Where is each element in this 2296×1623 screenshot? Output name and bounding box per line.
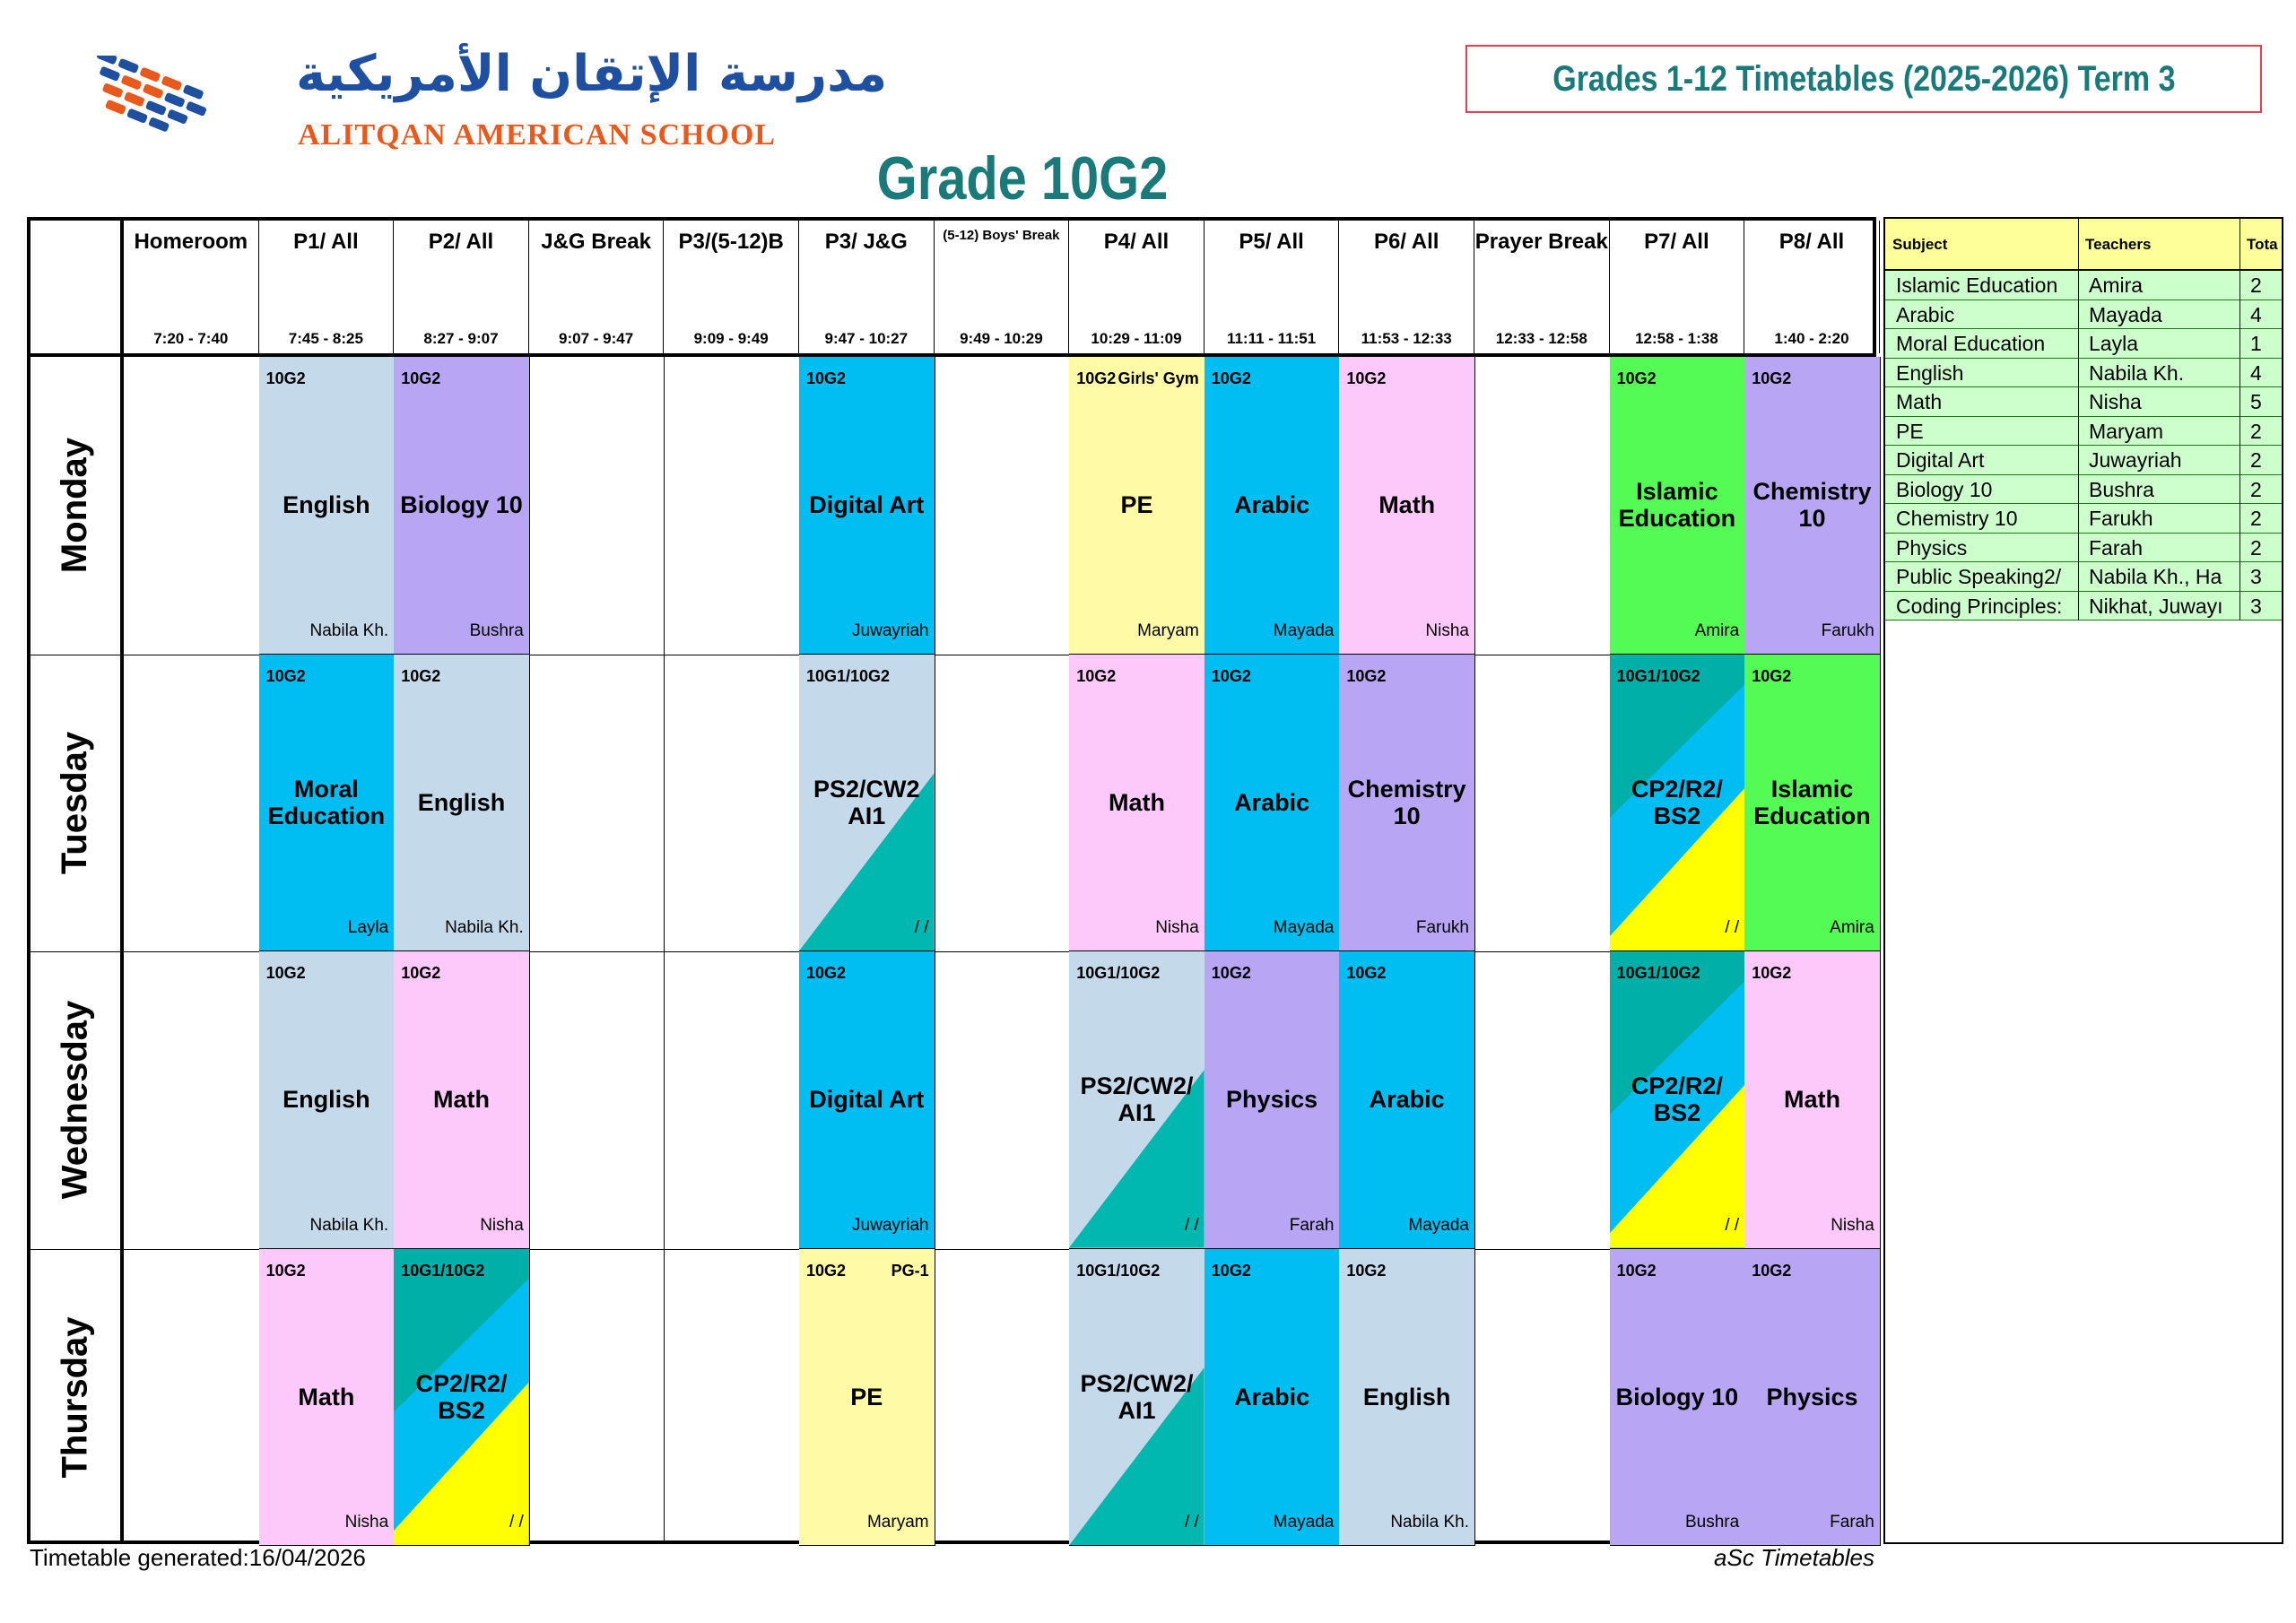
period-name: P3/ J&G [824, 230, 908, 254]
lesson-card[interactable] [1339, 951, 1475, 1249]
lesson-subject: PS2/CW2/ AI1 [1080, 1072, 1194, 1127]
lesson-card[interactable] [1744, 951, 1881, 1249]
teacher-cell: Amira [2089, 273, 2144, 297]
period-name: Homeroom [134, 230, 248, 254]
subject-cell: Public Speaking2/ [1896, 565, 2062, 588]
lesson-class: 10G2 [1752, 964, 1792, 982]
lesson-card[interactable] [1069, 357, 1205, 655]
teacher-cell: Nisha [2089, 390, 2142, 413]
lesson-teacher: Maryam [866, 1513, 929, 1532]
lesson-class: 10G1/10G2 [401, 1261, 485, 1280]
period-time: 8:27 - 9:07 [423, 330, 499, 347]
lesson-teacher: Mayada [1273, 1513, 1335, 1532]
lesson-class: 10G2 [1752, 666, 1792, 685]
period-header [1610, 221, 1745, 353]
teacher-cell: Layla [2089, 332, 2138, 355]
lesson-teacher: Nisha [480, 1215, 524, 1235]
period-time: 1:40 - 2:20 [1774, 330, 1849, 347]
total-cell: 4 [2250, 302, 2262, 326]
lesson-teacher: / / [1725, 1215, 1740, 1235]
total-cell: 2 [2250, 507, 2262, 530]
lesson-subject: Arabic [1234, 491, 1310, 519]
lesson-subject: English [1362, 1383, 1451, 1410]
teacher-cell: Nabila Kh., Ha [2089, 565, 2222, 588]
teacher-cell: Juwayriah [2089, 448, 2182, 472]
lesson-teacher: / / [1184, 1513, 1199, 1532]
subject-table-header [1885, 219, 2282, 271]
period-time: 9:09 - 9:49 [693, 330, 769, 347]
lesson-card[interactable] [259, 1249, 396, 1547]
lesson-class: 10G2 [265, 964, 306, 982]
period-name: P4/ All [1103, 230, 1170, 254]
lesson-card[interactable] [394, 655, 530, 952]
period-name: P1/ All [293, 230, 359, 254]
lesson-card[interactable] [1205, 951, 1341, 1249]
lesson-card[interactable] [1339, 1249, 1475, 1547]
lesson-card[interactable] [259, 357, 396, 655]
subject-table-row [1885, 417, 2282, 447]
period-time: 9:07 - 9:47 [559, 330, 634, 347]
lesson-subject: Biology 10 [400, 491, 523, 519]
teacher-cell: Mayada [2089, 302, 2162, 326]
subject-cell: Moral Education [1896, 332, 2046, 355]
subject-cell: Arabic [1896, 302, 1955, 326]
lesson-subject: PE [850, 1383, 883, 1410]
lesson-card[interactable] [799, 951, 935, 1249]
lesson-card[interactable] [1610, 655, 1746, 952]
period-header [259, 221, 395, 353]
lesson-subject: English [283, 491, 370, 519]
lesson-subject: English [283, 1086, 370, 1114]
subject-cell: Digital Art [1896, 448, 1985, 472]
lesson-subject: Math [298, 1383, 355, 1410]
lesson-teacher: Layla [347, 918, 389, 937]
subject-table-row [1885, 271, 2282, 300]
day-name: Monday [55, 438, 95, 574]
timetable-title: Grades 1-12 Timetables (2025-2026) Term 3 [1552, 58, 2176, 99]
period-time: 9:47 - 10:27 [824, 330, 909, 347]
total-cell: 2 [2250, 535, 2262, 560]
lesson-subject: Math [1378, 491, 1436, 519]
lesson-subject: English [417, 788, 506, 816]
lesson-card[interactable] [1205, 1249, 1341, 1547]
school-logo [63, 56, 242, 163]
subject-table-divider [2078, 219, 2079, 621]
lesson-card[interactable] [1069, 1249, 1205, 1547]
subject-cell: Coding Principles: [1896, 594, 2063, 618]
lesson-class: 10G2 [1211, 369, 1251, 387]
total-cell: 2 [2250, 419, 2262, 443]
lesson-subject: Math [1108, 788, 1165, 816]
period-time: 11:53 - 12:33 [1361, 330, 1452, 347]
lesson-class: 10G1/10G2 [1616, 964, 1700, 982]
lesson-teacher: Nabila Kh. [309, 1215, 389, 1235]
lesson-teacher: Nisha [1425, 621, 1469, 640]
lesson-subject: Biology 10 [1615, 1383, 1739, 1410]
lesson-room: PG-1 [891, 1261, 929, 1280]
subject-table-row [1885, 329, 2282, 359]
lesson-teacher: Juwayriah [852, 1215, 929, 1235]
software-credit: aSc Timetables [1714, 1544, 1874, 1571]
lesson-subject: Islamic Education [1618, 478, 1736, 533]
lesson-card[interactable] [799, 1249, 935, 1547]
subject-cell: Islamic Education [1896, 273, 2058, 297]
day-label-thursday [30, 1249, 120, 1547]
lesson-class: 10G2 [401, 964, 441, 982]
lesson-class: 10G2 [265, 666, 306, 685]
lesson-card[interactable] [1069, 655, 1205, 952]
period-time: 7:20 - 7:40 [153, 330, 229, 347]
period-time: 12:58 - 1:38 [1635, 330, 1718, 347]
total-cell: 1 [2250, 332, 2262, 355]
lesson-teacher: Nabila Kh. [1390, 1513, 1469, 1532]
lesson-teacher: Bushra [469, 621, 524, 640]
lesson-subject: Math [432, 1086, 490, 1114]
lesson-subject: CP2/R2/ BS2 [415, 1369, 508, 1424]
lesson-subject: Islamic Education [1753, 775, 1871, 829]
day-name: Thursday [55, 1316, 95, 1479]
total-column-header: Tota [2247, 236, 2278, 253]
lesson-teacher: Nabila Kh. [445, 918, 524, 937]
subject-cell: PE [1896, 419, 1924, 443]
day-label-wednesday [30, 951, 120, 1249]
lesson-subject: CP2/R2/ BS2 [1631, 1072, 1723, 1127]
period-header [935, 221, 1070, 353]
lesson-subject: Moral Education [267, 775, 386, 829]
subject-cell: English [1896, 360, 1964, 385]
lesson-card[interactable] [394, 357, 530, 655]
lesson-teacher: Mayada [1273, 918, 1335, 937]
period-header [394, 221, 529, 353]
lesson-class: 10G2 [806, 369, 847, 387]
lesson-teacher: Mayada [1273, 621, 1335, 640]
period-name: P3/(5-12)B [678, 230, 784, 254]
lesson-card[interactable] [1339, 357, 1475, 655]
lesson-class: 10G2 [1346, 1261, 1387, 1280]
lesson-teacher: / / [914, 918, 929, 937]
lesson-class: 10G2 [1346, 666, 1387, 685]
lesson-card[interactable] [1610, 357, 1746, 655]
period-header [1205, 221, 1340, 353]
total-cell: 2 [2250, 273, 2262, 297]
subject-cell: Physics [1896, 535, 1968, 560]
day-name: Tuesday [55, 731, 95, 874]
timetable-title-box [1465, 45, 2262, 113]
lesson-class: 10G2 [401, 666, 441, 685]
lesson-teacher: Farukh [1821, 621, 1874, 640]
teacher-cell: Maryam [2089, 419, 2164, 443]
period-time: 11:11 - 11:51 [1226, 330, 1317, 347]
column-divider [664, 353, 665, 1541]
lesson-class: 10G2 [1346, 964, 1387, 982]
period-name: J&G Break [541, 230, 651, 254]
total-cell: 3 [2250, 594, 2262, 618]
period-time: 7:45 - 8:25 [288, 330, 363, 347]
period-header [124, 221, 259, 353]
total-cell: 4 [2250, 360, 2262, 385]
lesson-subject: Physics [1766, 1383, 1858, 1410]
lesson-teacher: / / [509, 1513, 524, 1532]
lesson-teacher: Amira [1694, 621, 1740, 640]
lesson-class: 10G2 [1076, 369, 1117, 387]
period-name: P5/ All [1239, 230, 1304, 254]
lesson-class: 10G2 [1616, 1261, 1657, 1280]
lesson-class: 10G1/10G2 [806, 666, 891, 685]
teacher-cell: Nikhat, Juwayı [2089, 594, 2223, 618]
lesson-subject: PS2/CW2 AI1 [813, 775, 920, 829]
lesson-subject: Arabic [1234, 788, 1310, 816]
subject-table-row [1885, 592, 2282, 621]
lesson-card[interactable] [1610, 1249, 1746, 1547]
total-cell: 2 [2250, 477, 2262, 501]
lesson-card[interactable] [1339, 655, 1475, 952]
lesson-teacher: Juwayriah [852, 621, 929, 640]
period-header [1339, 221, 1474, 353]
lesson-class: 10G1/10G2 [1076, 964, 1161, 982]
lesson-class: 10G2 [1076, 666, 1117, 685]
lesson-subject: Chemistry 10 [1347, 775, 1466, 829]
subject-table-row [1885, 475, 2282, 505]
lesson-teacher: Farah [1289, 1215, 1335, 1235]
period-name: P2/ All [428, 230, 494, 254]
lesson-class: 10G1/10G2 [1076, 1261, 1161, 1280]
period-header [1069, 221, 1205, 353]
lesson-subject: Arabic [1234, 1383, 1310, 1410]
lesson-teacher: Nisha [344, 1513, 389, 1532]
lesson-class: 10G2 [265, 369, 306, 387]
lesson-class: 10G2 [1752, 369, 1792, 387]
subject-table-row [1885, 504, 2282, 534]
day-column-divider [120, 221, 124, 1541]
lesson-class: 10G2 [401, 369, 441, 387]
period-header [664, 221, 799, 353]
lesson-subject: PE [1120, 491, 1153, 519]
total-cell: 2 [2250, 448, 2262, 472]
day-label-monday [30, 357, 120, 655]
subject-cell: Biology 10 [1896, 477, 1993, 501]
lesson-subject: Digital Art [809, 491, 925, 519]
lesson-class: 10G2 [1616, 369, 1657, 387]
lesson-card[interactable] [259, 951, 396, 1249]
period-header [529, 221, 665, 353]
teacher-cell: Bushra [2089, 477, 2154, 501]
lesson-class: 10G2 [1211, 1261, 1251, 1280]
lesson-card[interactable] [1744, 655, 1881, 952]
lesson-teacher: Farukh [1415, 918, 1469, 937]
lesson-class: 10G2 [265, 1261, 306, 1280]
lesson-class: 10G2 [1211, 666, 1251, 685]
lesson-card[interactable] [1069, 951, 1205, 1249]
subject-cell: Chemistry 10 [1896, 507, 2018, 530]
teachers-column-header: Teachers [2085, 236, 2152, 253]
lesson-card[interactable] [1744, 1249, 1881, 1547]
lesson-subject: Digital Art [809, 1086, 925, 1114]
lesson-room: Girls' Gym [1118, 369, 1199, 387]
lesson-teacher: Nisha [1155, 918, 1199, 937]
period-header [1474, 221, 1610, 353]
subject-cell: Math [1896, 390, 1943, 413]
lesson-card[interactable] [1610, 951, 1746, 1249]
teacher-cell: Farukh [2089, 507, 2153, 530]
lesson-card[interactable] [394, 1249, 530, 1547]
period-time: 10:29 - 11:09 [1091, 330, 1182, 347]
period-time: 9:49 - 10:29 [960, 330, 1043, 347]
lesson-teacher: Amira [1830, 918, 1874, 937]
school-name-arabic: مدرسة الإتقان الأمريكية [296, 45, 888, 103]
subject-table-row [1885, 562, 2282, 592]
school-name-english: ALITQAN AMERICAN SCHOOL [298, 118, 777, 152]
lesson-teacher: Maryam [1137, 621, 1199, 640]
period-name: P6/ All [1373, 230, 1439, 254]
subject-table-row [1885, 300, 2282, 330]
lesson-teacher: / / [1184, 1215, 1199, 1235]
lesson-subject: CP2/R2/ BS2 [1631, 775, 1723, 829]
lesson-teacher: Nabila Kh. [309, 621, 389, 640]
lesson-class: 10G2 [806, 964, 847, 982]
period-time: 12:33 - 12:58 [1495, 330, 1587, 347]
lesson-card[interactable] [1744, 357, 1881, 655]
subject-table-divider [2239, 219, 2240, 621]
period-name: Prayer Break [1474, 230, 1608, 254]
teacher-cell: Farah [2089, 535, 2144, 560]
period-name: P8/ All [1779, 230, 1845, 254]
subject-teacher-table [1883, 217, 2283, 1544]
lesson-subject: Chemistry 10 [1752, 478, 1872, 533]
lesson-card[interactable] [799, 655, 935, 952]
period-name: P7/ All [1644, 230, 1709, 254]
subject-table-row [1885, 387, 2282, 417]
day-label-tuesday [30, 655, 120, 952]
lesson-subject: Arabic [1369, 1086, 1445, 1114]
lesson-class: 10G1/10G2 [1616, 666, 1700, 685]
subject-column-header: Subject [1892, 236, 1948, 253]
lesson-subject: PS2/CW2/ AI1 [1080, 1369, 1194, 1424]
timetable-grid [27, 217, 1876, 1544]
lesson-card[interactable] [394, 951, 530, 1249]
subject-table-row [1885, 446, 2282, 475]
lesson-card[interactable] [1205, 655, 1341, 952]
lesson-subject: Math [1783, 1086, 1840, 1114]
lesson-class: 10G2 [806, 1261, 847, 1280]
total-cell: 3 [2250, 565, 2262, 588]
period-header [799, 221, 935, 353]
lesson-teacher: Mayada [1408, 1215, 1469, 1235]
lesson-teacher: Bushra [1684, 1513, 1740, 1532]
subject-table-row [1885, 534, 2282, 563]
lesson-card[interactable] [1205, 357, 1341, 655]
period-name: (5-12) Boys' Break [943, 228, 1060, 243]
teacher-cell: Nabila Kh. [2089, 360, 2185, 385]
lesson-card[interactable] [259, 655, 396, 952]
day-name: Wednesday [55, 1000, 95, 1200]
lesson-class: 10G2 [1211, 964, 1251, 982]
grade-title: Grade 10G2 [876, 144, 1169, 213]
total-cell: 5 [2250, 390, 2262, 413]
lesson-teacher: / / [1725, 918, 1740, 937]
lesson-class: 10G2 [1346, 369, 1387, 387]
lesson-teacher: Farah [1830, 1513, 1874, 1532]
period-header [1744, 221, 1880, 353]
generated-date: Timetable generated:16/04/2026 [30, 1544, 366, 1571]
lesson-subject: Physics [1226, 1086, 1318, 1114]
lesson-teacher: Nisha [1831, 1215, 1874, 1235]
lesson-card[interactable] [799, 357, 935, 655]
lesson-class: 10G2 [1752, 1261, 1792, 1280]
subject-table-row [1885, 359, 2282, 388]
